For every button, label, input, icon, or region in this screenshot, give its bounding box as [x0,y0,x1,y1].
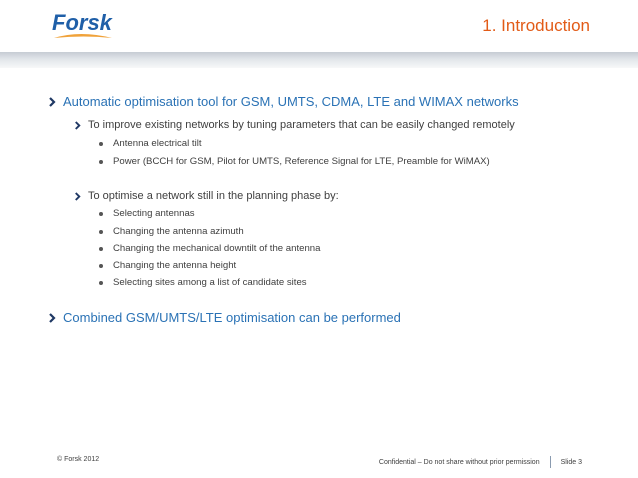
page-title: 1. Introduction [482,16,590,35]
bullet-icon [99,264,103,268]
footer-slide-number: Slide 3 [560,458,582,466]
bullet-icon [99,212,103,216]
bullet-icon [99,142,103,146]
forsk-logo [50,8,130,44]
list-item [74,190,339,202]
footer-confidential: Confidential – Do not share without prior permission [378,458,540,466]
item-text: Changing the antenna azimuth [113,226,244,237]
list-item [99,260,236,271]
logo-wordmark: Forsk [52,10,112,35]
bullet-icon [99,230,103,234]
item-text: Antenna electrical tilt [113,138,202,149]
list-item [99,277,307,288]
item-text: Power (BCCH for GSM, Pilot for UMTS, Reference Signal for LTE, Preamble for WiMAX) [113,156,490,167]
list-item [99,138,202,149]
item-text: Combined GSM/UMTS/LTE optimisation can be performed [63,310,401,325]
bullet-icon [99,281,103,285]
item-text: Selecting sites among a list of candidate sites [113,277,307,288]
chevron-right-icon [74,121,81,130]
item-text: Changing the antenna height [113,260,237,271]
slide-header [0,0,638,52]
list-item [99,243,320,254]
item-text: Automatic optimisation tool for GSM, UMTS, CDMA, LTE and WIMAX networks [63,94,519,109]
chevron-right-icon [74,192,81,201]
chevron-right-icon [48,97,56,107]
list-item [99,208,195,219]
header-divider [0,52,638,68]
list-item [48,310,401,325]
item-text: Selecting antennas [113,208,195,219]
footer-separator [550,456,551,468]
list-item [99,156,490,167]
bullet-icon [99,247,103,251]
footer-info [379,456,582,468]
list-item [74,119,515,131]
item-text: Changing the mechanical downtilt of the antenna [113,243,321,254]
chevron-right-icon [48,313,56,323]
bullet-icon [99,160,103,164]
list-item [48,94,519,109]
item-text: To optimise a network still in the planning phase by: [88,190,339,202]
item-text: To improve existing networks by tuning parameters that can be easily changed remotely [88,119,515,131]
list-item [99,226,244,237]
footer-copyright: © Forsk 2012 [57,456,100,463]
